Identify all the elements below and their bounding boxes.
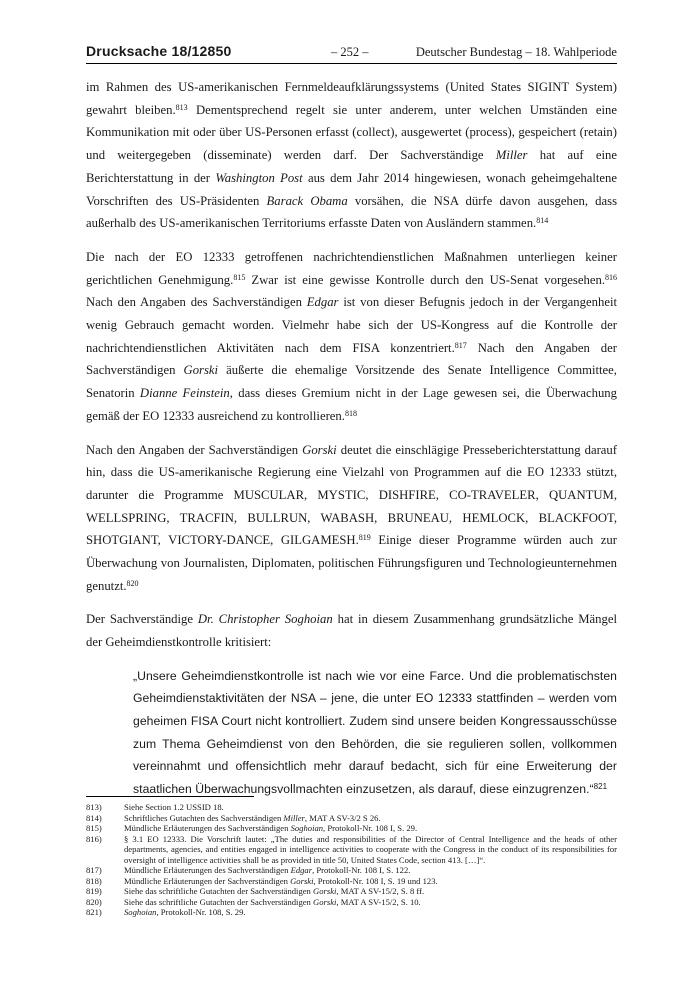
person-name: Miller	[495, 148, 528, 163]
footnote: 816) § 3.1 EO 12333. Die Vorschrift lautet: „The duties and responsibilities of the Director of Central Intelligence and the heads of other departments, agencies, and entities engaged in intelligence activities to cooperate with the Congress in the conduct of its responsibilities for oversight of intelligence activities shall be as provided in title 50, United States Code, section 413. […]“.	[86, 833, 617, 865]
footnote-ref[interactable]: 816	[605, 272, 617, 282]
footnotes	[86, 802, 617, 918]
document-number	[86, 43, 231, 59]
footnote-ref[interactable]: 819	[358, 533, 371, 543]
person-name: Edgar	[306, 295, 339, 310]
paragraph-2: Die nach der EO 12333 getroffenen nachrichtendienstlichen Maßnahmen unterliegen keiner gerichtlichen Genehmigung.$^{815}$ Zwar ist eine gewisse Kontrolle durch den US-Senat vorgesehen.$^{816}$ Nach den Angaben des Sachverständigen Edgar ist von dieser Befugnis jedoch in der Vergangenheit wenig Gebrauch gemacht worden. Vielmehr habe sich der US-Kongress auf die Kontrolle der nachrichtendienstlichen Aktivitäten nach dem FISA konzentriert.$^{817}$ Nach den Angaben der Sachverständigen Gorski äußerte die ehemalige Vorsitzende des Senate Intelligence Committee, Senatorin Dianne Feinstein, dass dieses Gremium nicht in der Lage gewesen sei, die Überwachung gemäß der EO 12333 ausreichend zu kontrollieren.$^{818}$	[86, 249, 617, 423]
publisher: Deutscher Bundestag – 18. Wahlperiode	[415, 45, 617, 59]
footnote-ref[interactable]: 813	[175, 102, 188, 112]
footnote: 817) Mündliche Erläuterungen des Sachverständigen Edgar, Protokoll-Nr. 108 I, S. 122.	[86, 865, 411, 875]
footnote: 813) Siehe Section 1.2 USSID 18.	[86, 802, 224, 812]
person-name: Gorski	[302, 442, 337, 457]
person-name: Barack Obama	[266, 193, 348, 208]
paragraph-1: im Rahmen des US-amerikanischen Fernmeldeaufklärungssystems (United States SIGINT System) gewahrt bleiben.$^{813}$ Dementsprechend regelt sie unter anderem, unter welchen Umständen eine Kommunikation mit oder über US-Personen erfasst (collect), ausgewertet (process), gespeichert (retain) und weitergegeben (disseminate) werden darf. Der Sachverständige Miller hat auf eine Berichterstattung in der Washington Post aus dem Jahr 2014 hingewiesen, wonach geheimgehaltene Vorschriften des US-Präsidenten Barack Obama vorsähen, die NSA dürfe davon ausgehen, dass außerhalb des US-amerikanischen Territoriums erfasste Daten von Ausländern stammen.$^{814}$	[86, 80, 618, 231]
footnote-ref[interactable]: 815	[233, 272, 246, 282]
person-name: Dianne Feinstein	[139, 386, 230, 401]
page-number: – 252 –	[331, 45, 369, 59]
main-text	[86, 76, 617, 800]
person-name: Gorski	[183, 363, 219, 378]
publication-name: Washington Post	[215, 170, 303, 185]
footnote-ref[interactable]: 814	[536, 216, 549, 226]
page-header	[86, 43, 617, 64]
paragraph-3: Nach den Angaben der Sachverständigen Gorski deutet die einschlägige Presseberichterstattung darauf hin, dass die US-amerikanische Regierung eine Vielzahl von Programmen auf die EO 12333 stützt, darunter die Programme MUSCULAR, MYSTIC, DISHFIRE, CO-TRAVELER, QUANTUM, WELLSPRING, TRACFIN, BULLRUN, WABASH, BRUNEAU, HEMLOCK, BLACKFOOT, SHOTGIANT, VICTORY-DANCE, GILGAMESH.$^{819}$ Einige dieser Programme würden auch zur Überwachung von Journalisten, Diplomaten, politischen Führungsfiguren und Technologieunternehmen genutzt.$^{820}$	[86, 442, 617, 593]
footnote: 820) Siehe das schriftliche Gutachten der Sachverständigen Gorski, MAT A SV-15/2, S. 10.	[86, 896, 421, 907]
footnote: 818) Mündliche Erläuterungen der Sachverständigen Gorski, Protokoll-Nr. 108 I, S. 19 und 123.	[86, 875, 438, 886]
doc-prefix: Drucksache 18/	[86, 43, 192, 59]
footnote: 815) Mündliche Erläuterungen des Sachverständigen Soghoian, Protokoll-Nr. 108 I, S. 29.	[86, 823, 418, 833]
footnote-ref[interactable]: 821	[593, 781, 608, 791]
footnote: 814) Schriftliches Gutachten des Sachverständigen Miller, MAT A SV-3/2 S 26.	[86, 812, 381, 823]
doc-number: 12850	[191, 43, 232, 59]
person-name: Dr. Christopher Soghoian	[197, 612, 333, 627]
footnote: 821) Soghoian, Protokoll-Nr. 108, S. 29.	[86, 907, 246, 917]
paragraph-4: Der Sachverständige Dr. Christopher Soghoian hat in diesem Zusammenhang grundsätzliche Mängel der Geheimdienstkontrolle kritisiert:	[86, 612, 617, 650]
block-quote: „Unsere Geheimdienstkontrolle ist nach wie vor eine Farce. Und die problematischsten Geheimdienstaktivitäten der NSA – jene, die unter EO 12333 stattfinden – werden vom geheimen FISA Court nicht kontrolliert. Zudem sind unsere beiden Kongressausschüsse zum Thema Geheimdienst von den Behörden, die sie regulieren sollen, vollkommen vereinnahmt und offensichtlich mehr darauf bedacht, sich für eine Erweiterung der staatlichen Überwachungsvollmachten einzusetzen, als darauf, diese einzugrenzen.“$^{821}$	[133, 668, 617, 796]
footnote-ref[interactable]: 820	[126, 578, 139, 588]
footnote-divider	[86, 796, 254, 797]
footnote-ref[interactable]: 818	[344, 408, 357, 418]
footnote-ref[interactable]: 817	[454, 340, 467, 350]
footnote: 819) Siehe das schriftliche Gutachten der Sachverständigen Gorski, MAT A SV-15/2, S. 8 ff.	[86, 886, 425, 896]
